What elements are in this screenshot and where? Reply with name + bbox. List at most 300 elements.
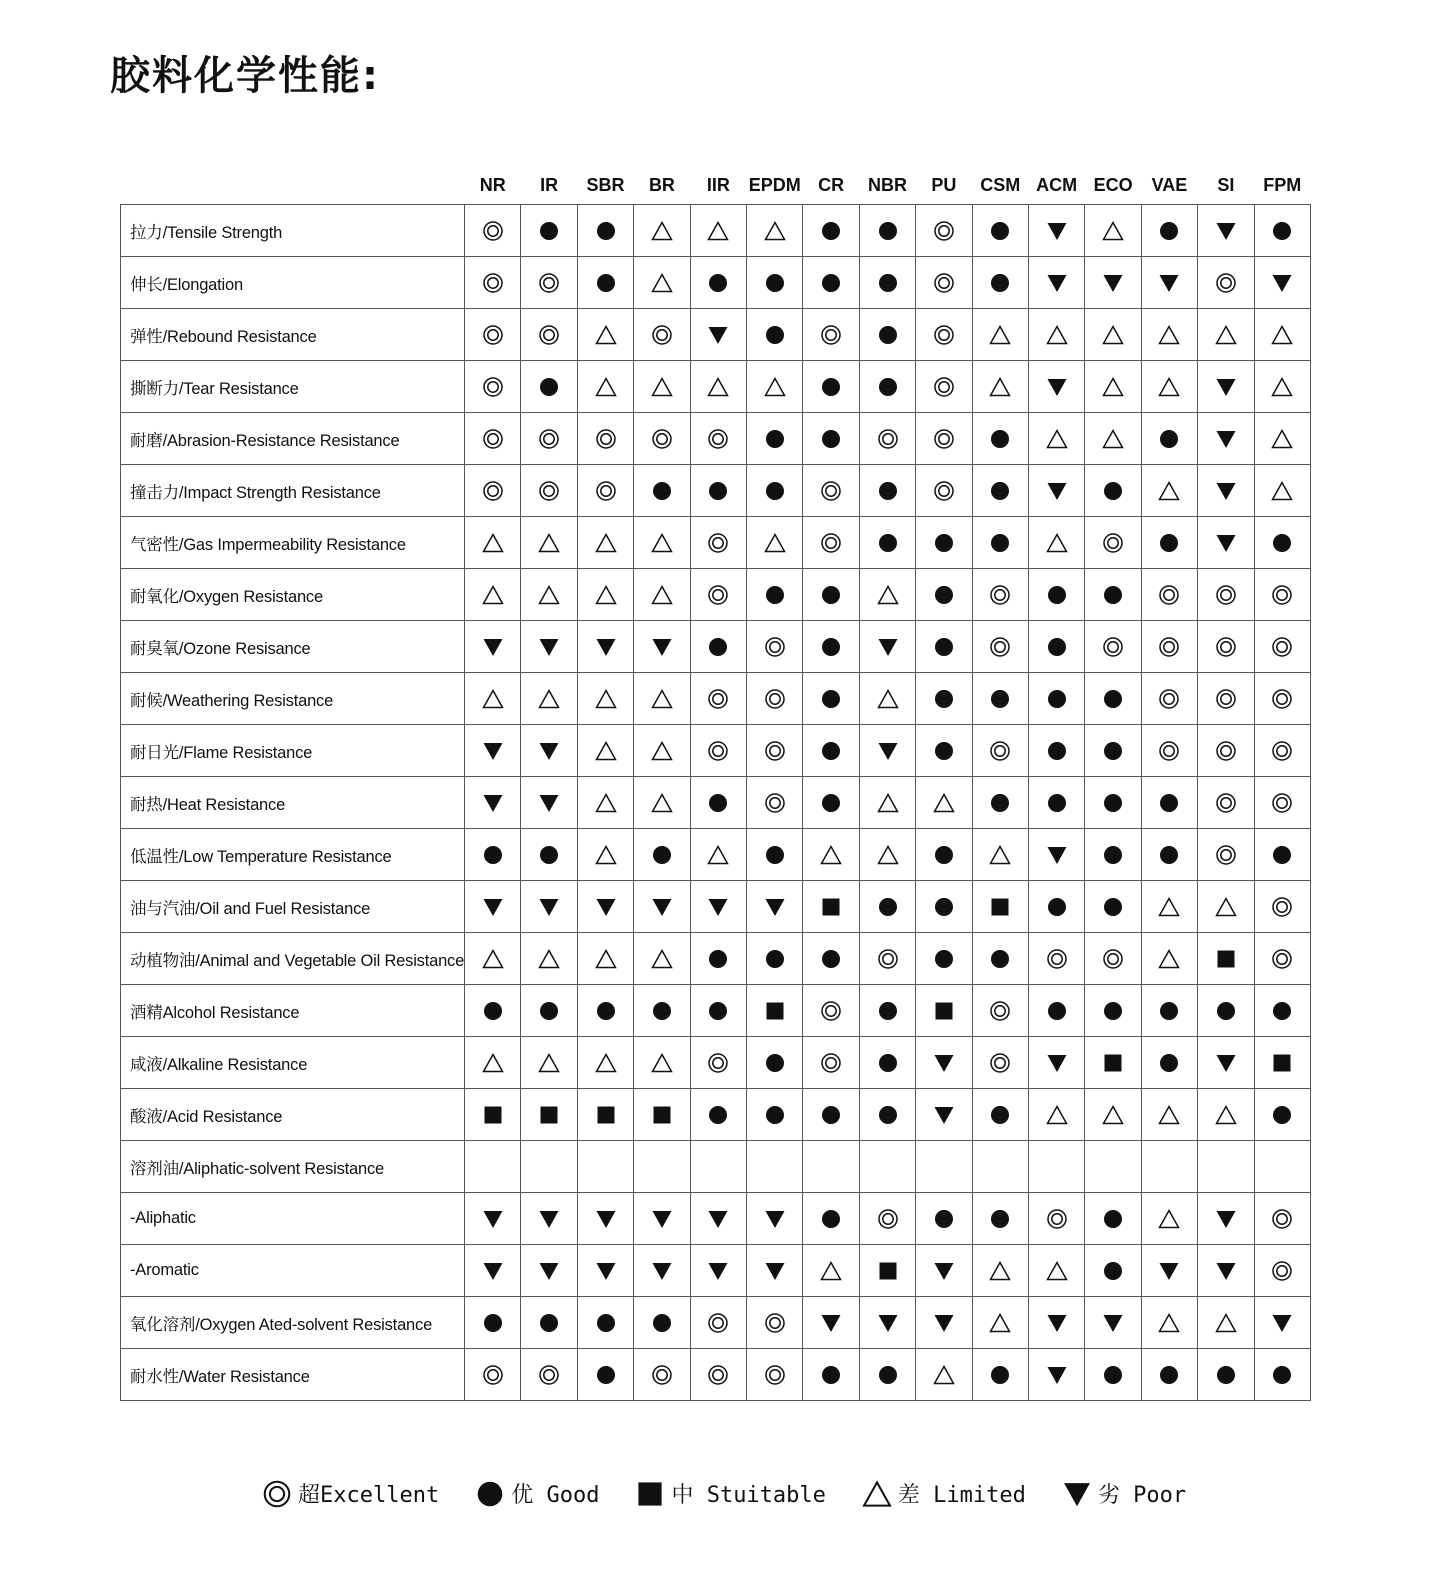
rating-cell-cr [803,673,859,725]
rating-cell-nbr [859,361,915,413]
page-title: 胶料化学性能: [110,53,380,99]
rating-cell-nbr [859,569,915,621]
table-row [121,517,1311,569]
rating-cell-epdm [747,1297,803,1349]
rating-cell-sbr [577,829,633,881]
filled-down-triangle-icon [1046,1312,1068,1334]
rating-cell-br [634,205,690,257]
table-row [121,621,1311,673]
double-circle-icon [651,324,673,346]
filled-circle-icon [764,844,786,866]
rating-cell-pu [916,1089,972,1141]
filled-down-triangle-icon [651,1260,673,1282]
column-header-nr: NR [479,174,506,195]
rating-cell-nr [465,1037,521,1089]
row-label: 酒精Alcohol Resistance [121,985,465,1037]
filled-circle-icon [651,1312,673,1334]
double-circle-icon [989,636,1011,658]
filled-down-triangle-icon [482,636,504,658]
filled-square-icon [1271,1052,1293,1074]
filled-square-icon [635,1479,665,1509]
double-circle-icon [764,740,786,762]
double-circle-icon [1215,688,1237,710]
header-row [121,166,1311,205]
rating-cell-nr [465,1297,521,1349]
filled-circle-icon [482,844,504,866]
filled-down-triangle-icon [764,896,786,918]
table-row [121,257,1311,309]
rating-cell-vae [1141,777,1197,829]
rating-cell-ir [521,673,577,725]
rating-cell-br [634,257,690,309]
rating-cell-pu [916,361,972,413]
rating-cell-pu [916,933,972,985]
table-row [121,1349,1311,1401]
filled-down-triangle-icon [1215,1260,1237,1282]
filled-circle-icon [595,1364,617,1386]
filled-down-triangle-icon [707,1208,729,1230]
filled-circle-icon [1215,1364,1237,1386]
rating-cell-iir [690,1297,746,1349]
rating-cell-nr [465,465,521,517]
rating-cell-si [1198,985,1254,1037]
filled-circle-icon [1046,584,1068,606]
rating-cell-nr [465,361,521,413]
filled-circle-icon [877,220,899,242]
table-row [121,569,1311,621]
column-header-pu: PU [931,174,957,195]
rating-cell-br [634,413,690,465]
rating-cell-pu [916,465,972,517]
rating-cell-csm [972,1089,1028,1141]
rating-cell-ir [521,1349,577,1401]
rating-cell-nr [465,777,521,829]
filled-down-triangle-icon [651,896,673,918]
rating-cell-cr [803,257,859,309]
double-circle-icon [1271,740,1293,762]
table-row [121,1193,1311,1245]
filled-circle-icon [989,792,1011,814]
rating-cell-br [634,1089,690,1141]
double-circle-icon [707,428,729,450]
filled-circle-icon [877,1104,899,1126]
rating-cell-pu [916,777,972,829]
row-label: 氧化溶剂/Oxygen Ated-solvent Resistance [121,1297,465,1349]
filled-circle-icon [877,896,899,918]
filled-circle-icon [1046,636,1068,658]
rating-cell-eco [1085,1141,1141,1193]
filled-circle-icon [707,1000,729,1022]
rating-cell-epdm [747,257,803,309]
open-triangle-icon [764,220,786,242]
filled-square-icon [651,1104,673,1126]
rating-cell-acm [1028,1089,1084,1141]
row-label: 撞击力/Impact Strength Resistance [121,465,465,517]
row-label: 酸液/Acid Resistance [121,1089,465,1141]
rating-cell-nr [465,1193,521,1245]
double-circle-icon [1271,1260,1293,1282]
rating-cell-si [1198,881,1254,933]
rating-cell-fpm [1254,673,1310,725]
filled-circle-icon [989,688,1011,710]
rating-cell-acm [1028,1245,1084,1297]
rating-cell-csm [972,1349,1028,1401]
chemical-properties-table [120,166,1311,1401]
rating-cell-nbr [859,413,915,465]
table-row [121,361,1311,413]
filled-circle-icon [1046,688,1068,710]
rating-cell-nbr [859,1089,915,1141]
filled-circle-icon [1158,220,1180,242]
filled-circle-icon [877,1000,899,1022]
rating-cell-acm [1028,881,1084,933]
rating-cell-vae [1141,205,1197,257]
rating-cell-cr [803,205,859,257]
filled-circle-icon [595,1000,617,1022]
rating-cell-nr [465,725,521,777]
filled-circle-icon [933,636,955,658]
filled-down-triangle-icon [538,1260,560,1282]
double-circle-icon [538,428,560,450]
filled-square-icon [538,1104,560,1126]
double-circle-icon [1158,740,1180,762]
open-triangle-icon [1215,1312,1237,1334]
double-circle-icon [820,532,842,554]
open-triangle-icon [1046,532,1068,554]
open-triangle-icon [1215,324,1237,346]
rating-cell-nbr [859,777,915,829]
rating-cell-cr [803,985,859,1037]
rating-cell-eco [1085,413,1141,465]
rating-cell-nbr [859,309,915,361]
rating-cell-pu [916,985,972,1037]
table-row [121,673,1311,725]
open-triangle-icon [933,1364,955,1386]
rating-cell-vae [1141,829,1197,881]
open-triangle-icon [482,584,504,606]
legend-label: 劣 Poor [1097,1483,1187,1508]
row-label: 气密性/Gas Impermeability Resistance [121,517,465,569]
rating-cell-csm [972,569,1028,621]
filled-circle-icon [538,220,560,242]
rating-cell-nr [465,1141,521,1193]
table-row [121,205,1311,257]
filled-circle-icon [877,376,899,398]
rating-cell-fpm [1254,465,1310,517]
filled-down-triangle-icon [482,740,504,762]
filled-down-triangle-icon [482,792,504,814]
rating-cell-cr [803,1089,859,1141]
rating-cell-vae [1141,569,1197,621]
rating-cell-br [634,1349,690,1401]
filled-circle-icon [1102,480,1124,502]
rating-cell-epdm [747,1193,803,1245]
open-triangle-icon [1158,1312,1180,1334]
open-triangle-icon [595,792,617,814]
column-header-eco: ECO [1093,174,1133,195]
open-triangle-icon [482,532,504,554]
rating-cell-epdm [747,621,803,673]
rating-cell-eco [1085,205,1141,257]
rating-cell-csm [972,1141,1028,1193]
filled-circle-icon [820,272,842,294]
rating-cell-sbr [577,673,633,725]
rating-cell-acm [1028,1297,1084,1349]
double-circle-icon [1215,792,1237,814]
legend-item [862,1478,1026,1509]
rating-cell-ir [521,205,577,257]
rating-cell-ir [521,465,577,517]
rating-cell-eco [1085,1349,1141,1401]
open-triangle-icon [1102,1104,1124,1126]
rating-cell-acm [1028,517,1084,569]
rating-cell-pu [916,881,972,933]
rating-cell-iir [690,1089,746,1141]
filled-circle-icon [595,272,617,294]
rating-cell-acm [1028,1349,1084,1401]
open-triangle-icon [1158,1208,1180,1230]
open-triangle-icon [707,220,729,242]
double-circle-icon [1102,948,1124,970]
double-circle-icon [262,1479,292,1509]
rating-cell-iir [690,517,746,569]
row-label: 撕断力/Tear Resistance [121,361,465,413]
open-triangle-icon [1102,324,1124,346]
rating-cell-epdm [747,1089,803,1141]
column-header-acm: ACM [1036,174,1078,195]
rating-cell-sbr [577,1089,633,1141]
rating-cell-acm [1028,309,1084,361]
row-label: 溶剂油/Aliphatic-solvent Resistance [121,1141,465,1193]
row-label: 耐日光/Flame Resistance [121,725,465,777]
filled-circle-icon [820,1104,842,1126]
rating-cell-ir [521,309,577,361]
rating-cell-vae [1141,1089,1197,1141]
double-circle-icon [933,220,955,242]
rating-cell-pu [916,1037,972,1089]
column-header-br: BR [648,174,675,195]
rating-cell-eco [1085,1037,1141,1089]
filled-circle-icon [989,1208,1011,1230]
rating-cell-br [634,725,690,777]
rating-cell-epdm [747,829,803,881]
filled-circle-icon [707,272,729,294]
rating-cell-fpm [1254,569,1310,621]
filled-down-triangle-icon [877,1312,899,1334]
open-triangle-icon [651,740,673,762]
filled-down-triangle-icon [538,896,560,918]
rating-cell-pu [916,829,972,881]
table-row [121,725,1311,777]
rating-cell-si [1198,1037,1254,1089]
rating-cell-sbr [577,881,633,933]
filled-down-triangle-icon [1271,272,1293,294]
rating-cell-nr [465,985,521,1037]
rating-cell-si [1198,777,1254,829]
filled-circle-icon [764,1052,786,1074]
filled-circle-icon [933,688,955,710]
rating-cell-si [1198,569,1254,621]
rating-cell-epdm [747,205,803,257]
open-triangle-icon [989,324,1011,346]
double-circle-icon [989,1000,1011,1022]
filled-circle-icon [933,584,955,606]
double-circle-icon [989,1052,1011,1074]
rating-cell-fpm [1254,725,1310,777]
open-triangle-icon [1158,896,1180,918]
filled-circle-icon [989,532,1011,554]
rating-cell-cr [803,309,859,361]
double-circle-icon [764,688,786,710]
rating-cell-vae [1141,257,1197,309]
filled-circle-icon [933,740,955,762]
rating-cell-vae [1141,413,1197,465]
filled-circle-icon [764,480,786,502]
rating-cell-nr [465,673,521,725]
filled-down-triangle-icon [538,1208,560,1230]
double-circle-icon [820,480,842,502]
open-triangle-icon [877,584,899,606]
double-circle-icon [1158,584,1180,606]
rating-cell-iir [690,413,746,465]
rating-cell-acm [1028,1193,1084,1245]
double-circle-icon [595,428,617,450]
rating-cell-epdm [747,309,803,361]
filled-down-triangle-icon [538,792,560,814]
open-triangle-icon [651,376,673,398]
rating-cell-csm [972,673,1028,725]
filled-circle-icon [989,480,1011,502]
filled-circle-icon [1046,896,1068,918]
filled-circle-icon [820,1364,842,1386]
rating-cell-nr [465,569,521,621]
rating-cell-br [634,309,690,361]
rating-cell-nr [465,309,521,361]
double-circle-icon [707,1052,729,1074]
filled-circle-icon [877,324,899,346]
rating-cell-ir [521,985,577,1037]
filled-circle-icon [989,1364,1011,1386]
open-triangle-icon [595,688,617,710]
rating-cell-epdm [747,413,803,465]
rating-cell-sbr [577,1245,633,1297]
rating-cell-pu [916,413,972,465]
rating-cell-epdm [747,1141,803,1193]
rating-cell-br [634,777,690,829]
rating-cell-ir [521,829,577,881]
filled-circle-icon [820,220,842,242]
rating-cell-pu [916,1193,972,1245]
filled-square-icon [764,1000,786,1022]
rating-cell-acm [1028,465,1084,517]
double-circle-icon [538,1364,560,1386]
rating-cell-pu [916,673,972,725]
double-circle-icon [1271,584,1293,606]
double-circle-icon [1215,740,1237,762]
filled-down-triangle-icon [651,636,673,658]
filled-circle-icon [538,376,560,398]
rating-cell-nbr [859,465,915,517]
filled-down-triangle-icon [1158,1260,1180,1282]
open-triangle-icon [595,1052,617,1074]
rating-cell-iir [690,465,746,517]
rating-cell-fpm [1254,777,1310,829]
filled-circle-icon [538,1312,560,1334]
filled-down-triangle-icon [1215,1208,1237,1230]
rating-cell-cr [803,413,859,465]
rating-cell-epdm [747,725,803,777]
rating-cell-acm [1028,1141,1084,1193]
double-circle-icon [538,480,560,502]
rating-cell-eco [1085,257,1141,309]
rating-cell-ir [521,621,577,673]
rating-cell-acm [1028,569,1084,621]
filled-circle-icon [707,792,729,814]
rating-cell-nbr [859,1193,915,1245]
rating-cell-iir [690,257,746,309]
rating-cell-br [634,673,690,725]
rating-cell-cr [803,1349,859,1401]
rating-cell-fpm [1254,413,1310,465]
rating-cell-fpm [1254,361,1310,413]
open-triangle-icon [651,584,673,606]
rating-cell-pu [916,309,972,361]
double-circle-icon [877,948,899,970]
filled-down-triangle-icon [933,1104,955,1126]
filled-down-triangle-icon [1271,1312,1293,1334]
double-circle-icon [933,480,955,502]
filled-down-triangle-icon [1215,376,1237,398]
filled-circle-icon [820,740,842,762]
rating-cell-sbr [577,517,633,569]
open-triangle-icon [595,376,617,398]
rating-cell-acm [1028,413,1084,465]
rating-cell-eco [1085,621,1141,673]
rating-cell-ir [521,1193,577,1245]
open-triangle-icon [538,688,560,710]
filled-down-triangle-icon [933,1312,955,1334]
filled-circle-icon [1271,1104,1293,1126]
open-triangle-icon [989,1312,1011,1334]
rating-cell-csm [972,1193,1028,1245]
open-triangle-icon [1158,1104,1180,1126]
filled-square-icon [877,1260,899,1282]
rating-cell-si [1198,621,1254,673]
rating-cell-csm [972,1245,1028,1297]
rating-cell-sbr [577,309,633,361]
filled-circle-icon [989,948,1011,970]
double-circle-icon [764,1312,786,1334]
filled-down-triangle-icon [1215,220,1237,242]
rating-cell-csm [972,725,1028,777]
open-triangle-icon [538,1052,560,1074]
table-row [121,829,1311,881]
filled-circle-icon [989,428,1011,450]
filled-circle-icon [1102,740,1124,762]
rating-cell-si [1198,1245,1254,1297]
open-triangle-icon [1158,324,1180,346]
open-triangle-icon [538,948,560,970]
open-triangle-icon [764,376,786,398]
rating-cell-nr [465,1245,521,1297]
rating-cell-csm [972,361,1028,413]
rating-cell-pu [916,517,972,569]
rating-cell-pu [916,569,972,621]
rating-cell-vae [1141,621,1197,673]
open-triangle-icon [595,948,617,970]
filled-circle-icon [482,1000,504,1022]
rating-cell-vae [1141,1297,1197,1349]
